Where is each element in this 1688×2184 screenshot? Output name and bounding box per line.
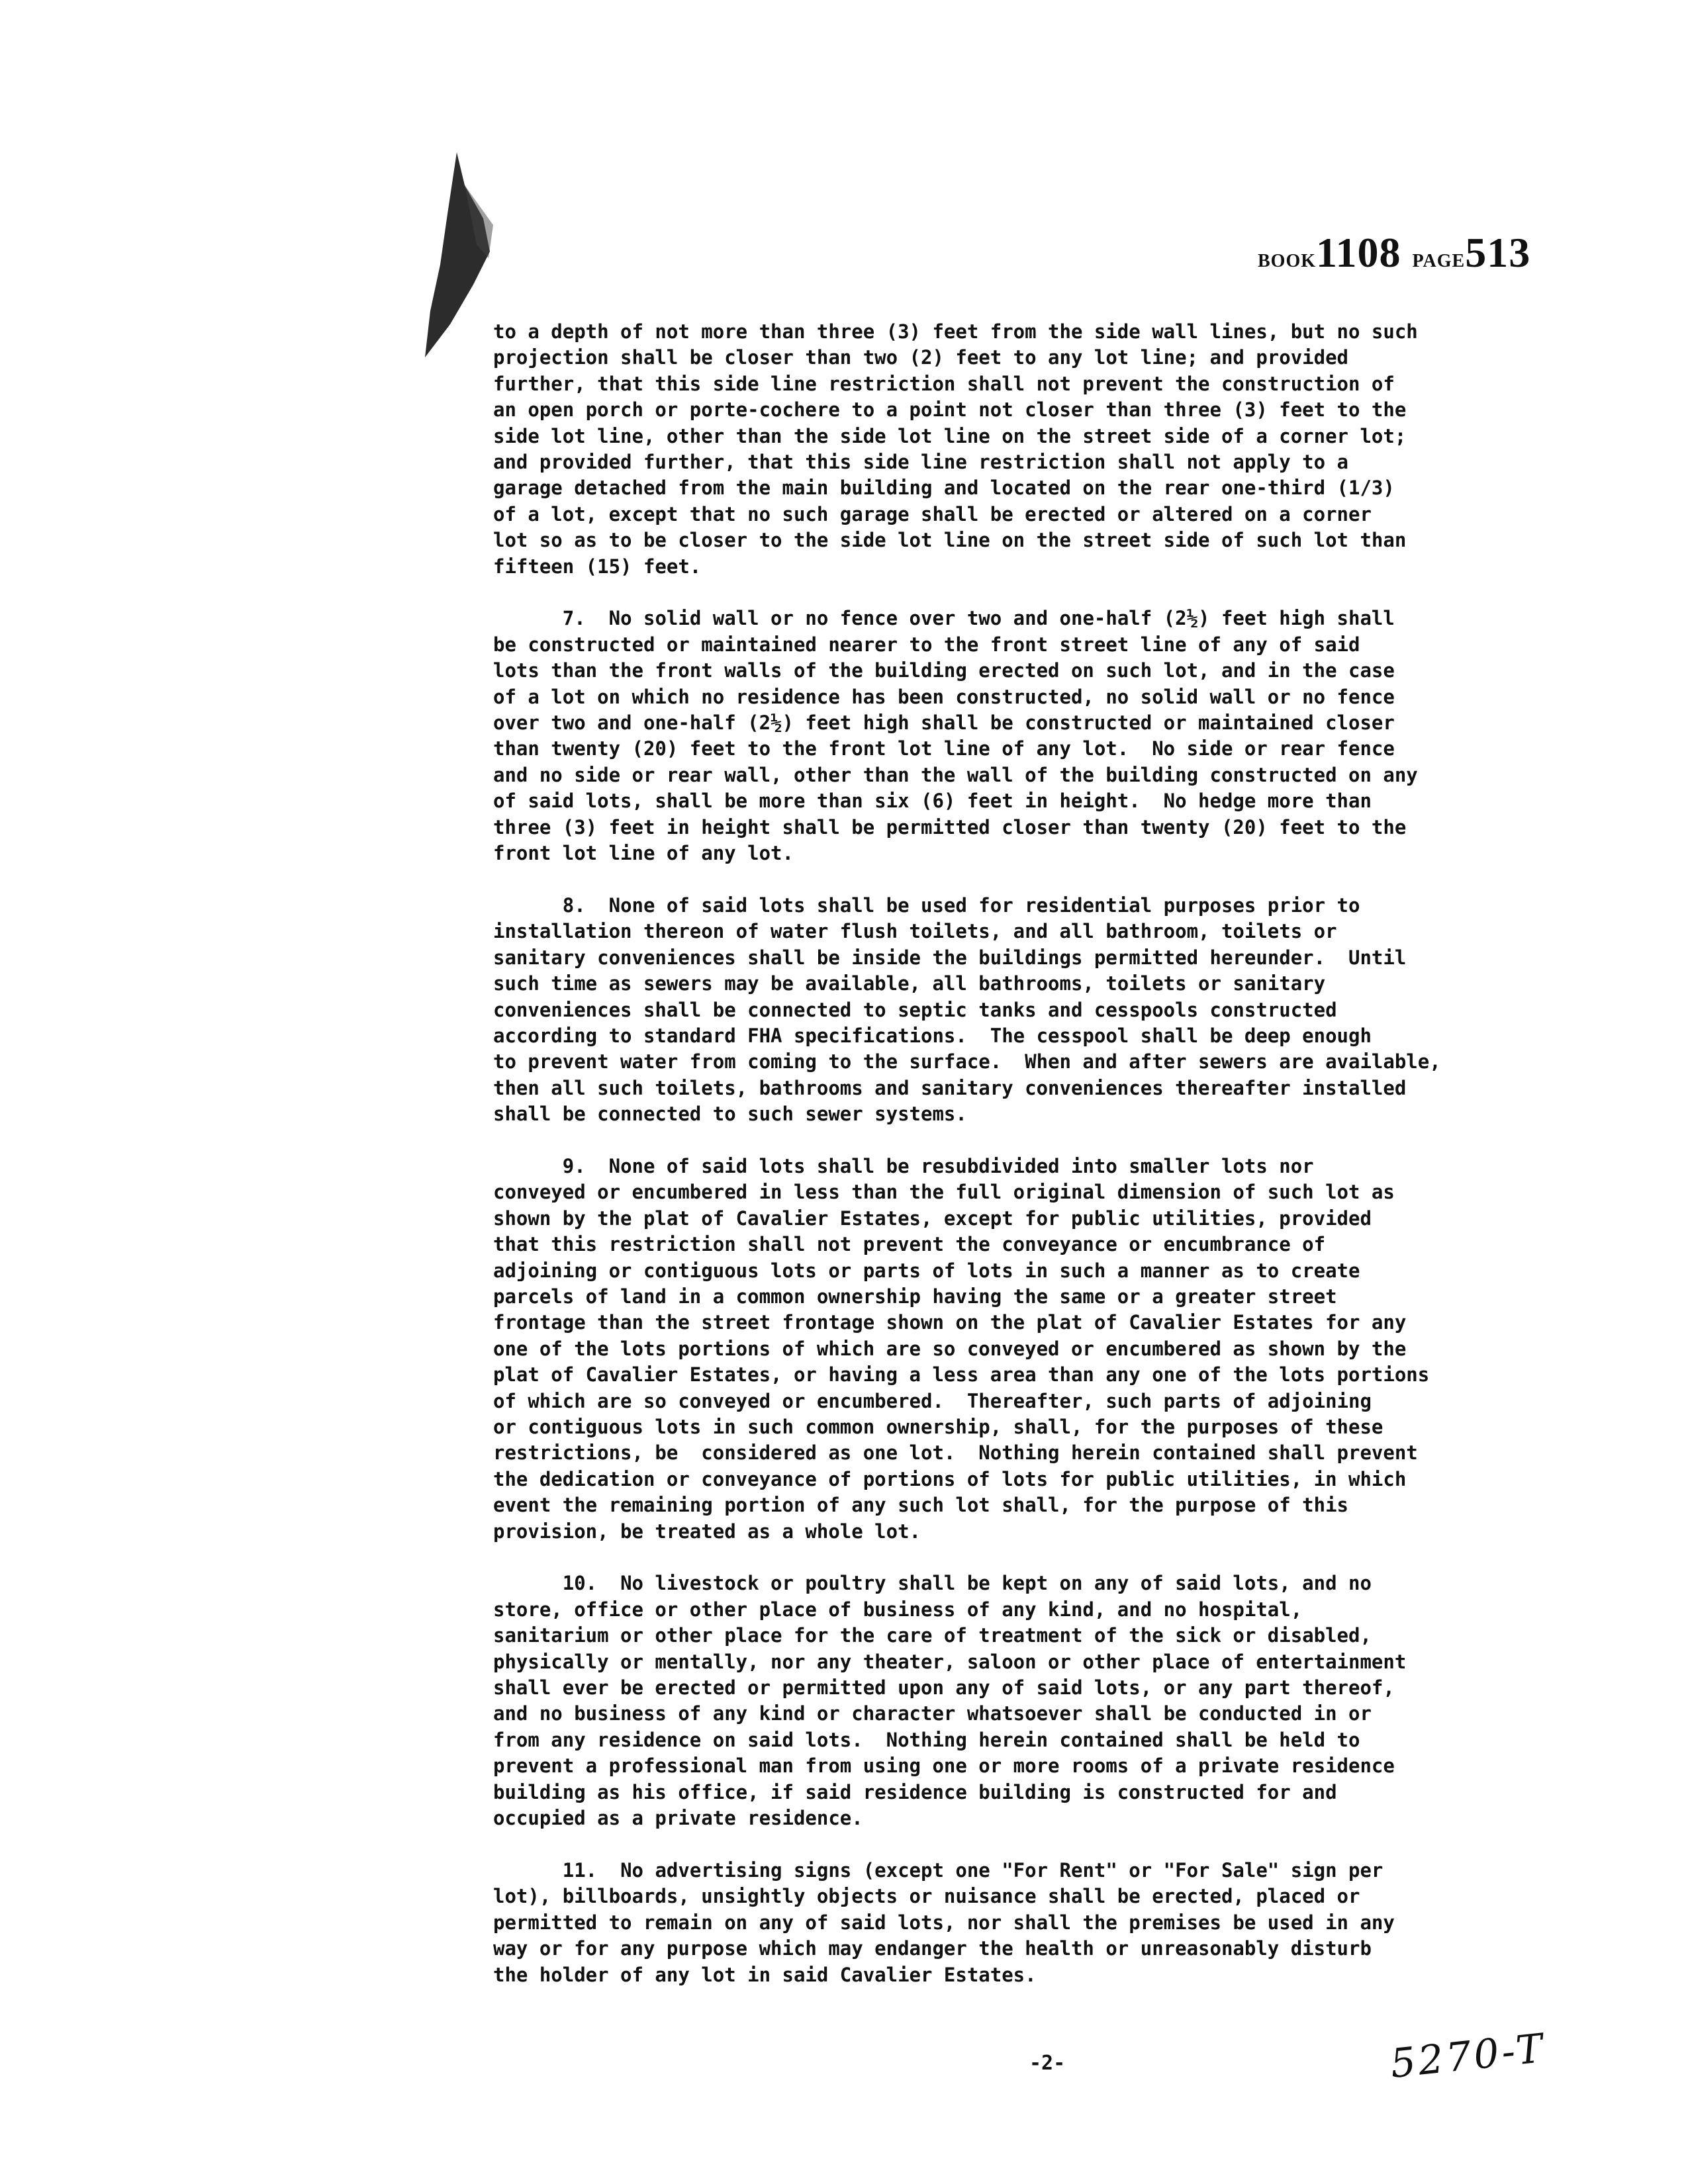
book-label: BOOK [1258,251,1317,271]
paragraph-7: 7. No solid wall or no fence over two and one-half (2½) feet high shall be constructed or maintained nearer to the front street line of any of said lots than the front walls of the building erected on such lot, and in the case of a lot on which no residence has been constructed, no solid wall or no fence over two and one-half (2½) feet high shall be constructed or maintained closer than twenty (20) feet to the front lot line of any lot. No side or rear fence and no side or rear wall, other than the wall of the building constructed on any of said lots, shall be more than six (6) feet in height. No hedge more than three (3) feet in height shall be permitted closer than twenty (20) feet to the front lot line of any lot. [493,607,1418,865]
page-number: -2- [1029,2052,1066,2075]
paragraph-10: 10. No livestock or poultry shall be kept on any of said lots, and no store, office or other place of business of any kind, and no hospital, sanitarium or other place for the care of treatment of the sick or disabled, physically or mentally, nor any theater, saloon or other place of entertainment shall ever be erected or permitted upon any of said lots, or any part thereof, and no business of any kind or character whatsoever shall be conducted in or from any residence on said lots. Nothing herein contained shall be held to prevent a professional man from using one or more rooms of a private residence building as his office, if said residence building is constructed for and occupied as a private residence. [493,1572,1407,1830]
paragraph-11: 11. No advertising signs (except one "For Rent" or "For Sale" sign per lot), billboards, unsightly objects or nuisance shall be erected, placed or permitted to remain on any of said lots, nor shall the premises be used in any way or for any purpose which may endanger the health or unreasonably disturb the holder of any lot in said Cavalier Estates. [493,1858,1395,1986]
paragraph-9: 9. None of said lots shall be resubdivided into smaller lots nor conveyed or encumbered in less than the full original dimension of such lot as shown by the plat of Cavalier Estates, except for public utilities, provided that this restriction shall not prevent the conveyance or encumbrance of adjoining or contiguous lots or parts of lots in such a manner as to create parcels of land in a common ownership having the same or a greater street frontage than the street frontage shown on the plat of Cavalier Estates for any one of the lots portions of which are so conveyed or encumbered as shown by the plat of Cavalier Estates, or having a less area than any one of the lots portions of which are so conveyed or encumbered. Thereafter, such parts of adjoining or contiguous lots in such common ownership, shall, for the purposes of these restrictions, be considered as one lot. Nothing herein contained shall prevent the dedication or conveyance of portions of lots for public utilities, in which event the remaining portion of any such lot shall, for the purpose of this provision, be treated as a whole lot. [493,1154,1430,1543]
scan-smudge-mark [410,146,503,364]
document-body [493,319,1566,2014]
book-page-stamp [1258,228,1530,277]
page-label: PAGE [1412,251,1466,271]
handwritten-note: 5270-T [1387,2025,1548,2088]
paragraph-continuation: to a depth of not more than three (3) feet from the side wall lines, but no such projection shall be closer than two (2) feet to any lot line; and provided further, that this side line restriction shall not prevent the construction of an open porch or porte-cochere to a point not closer than three (3) feet to the side lot line, other than the side lot line on the street side of a corner lot; and provided further, that this side line restriction shall not apply to a garage detached from the main building and located on the rear one-third (1/3) of a lot, except that no such garage shall be erected or altered on a corner lot so as to be closer to the side lot line on the street side of such lot than fifteen (15) feet. [493,320,1418,578]
book-number: 1108 [1316,229,1401,276]
book-page-number: 513 [1465,229,1531,276]
paragraph-8: 8. None of said lots shall be used for residential purposes prior to installation thereon of water flush toilets, and all bathroom, toilets or sanitary conveniences shall be inside the buildings permitted hereunder. Until such time as sewers may be available, all bathrooms, toilets or sanitary conveniences shall be connected to septic tanks and cesspools constructed according to standard FHA specifications. The cesspool shall be deep enough to prevent water from coming to the surface. When and after sewers are available, then all such toilets, bathrooms and sanitary conveniences thereafter installed shall be connected to such sewer systems. [493,893,1441,1126]
